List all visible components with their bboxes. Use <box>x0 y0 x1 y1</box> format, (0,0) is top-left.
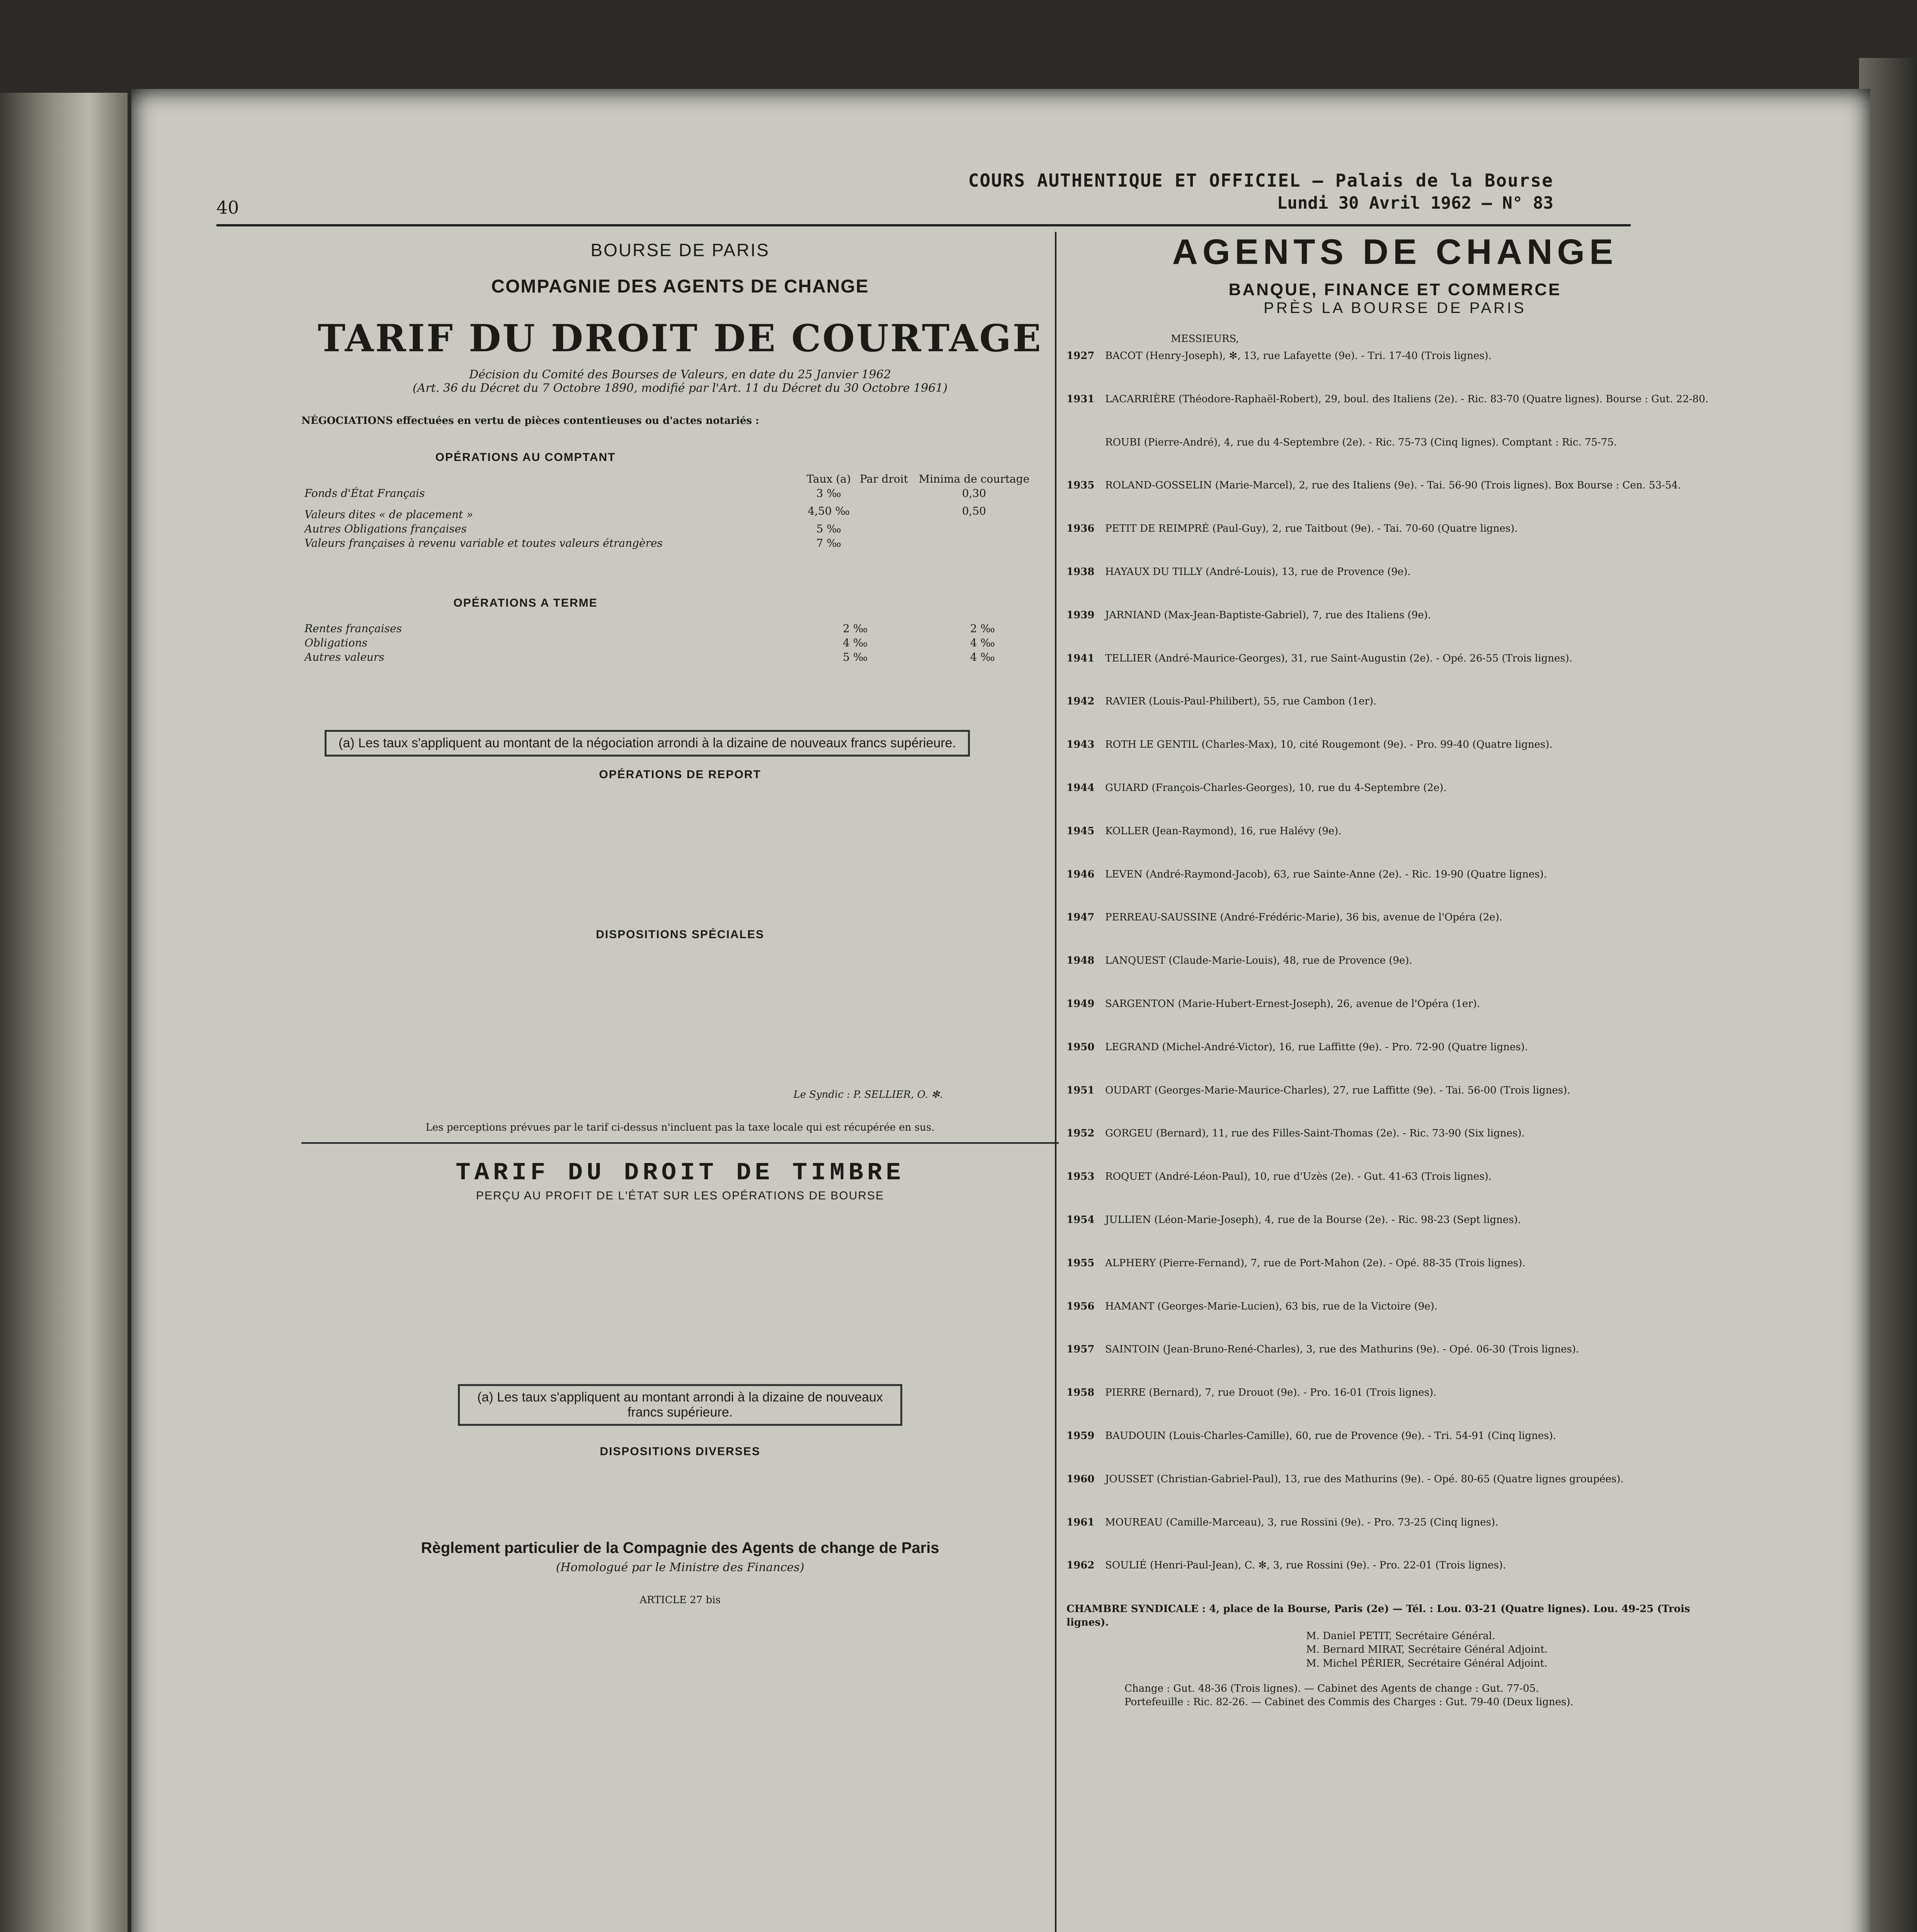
speciales-title: DISPOSITIONS SPÉCIALES <box>596 928 764 941</box>
entry-text: ROTH LE GENTIL (Charles-Max), 10, cité Rougemont (9e). - Pro. 99-40 (Quatre lignes). <box>1105 739 1553 751</box>
list-item <box>1067 911 1723 924</box>
entry-text: LEGRAND (Michel-André-Victor), 16, rue Laffitte (9e). - Pro. 72-90 (Quatre lignes). <box>1105 1041 1528 1053</box>
entry-year: 1947 <box>1067 912 1095 923</box>
timbre-rule <box>301 1142 1059 1144</box>
list-item <box>1067 1127 1723 1140</box>
entry-text: LANQUEST (Claude-Marie-Louis), 48, rue de Provence (9e). <box>1105 955 1412 967</box>
list-item <box>1067 1516 1723 1529</box>
entry-text: OUDART (Georges-Marie-Maurice-Charles), 27, rue Laffitte (9e). - Tai. 56-00 (Trois lignes). <box>1105 1084 1570 1096</box>
speciales-body <box>301 941 1059 1088</box>
entry-year: 1935 <box>1067 480 1095 492</box>
entry-year: 1960 <box>1067 1473 1095 1485</box>
list-item <box>1067 695 1723 708</box>
entry-year: 1950 <box>1067 1041 1095 1053</box>
note-a2-box: (a) Les taux s'appliquent au montant arrondi à la dizaine de nouveaux francs supérieure. <box>458 1384 902 1426</box>
entry-year: 1959 <box>1067 1430 1095 1442</box>
entry-text: SOULIÉ (Henri-Paul-Jean), C. ✻, 3, rue Rossini (9e). - Pro. 22-01 (Trois lignes). <box>1105 1560 1506 1571</box>
list-item <box>1067 1473 1723 1486</box>
entry-year: 1954 <box>1067 1214 1095 1226</box>
report-body <box>301 781 1059 928</box>
list-item <box>1067 350 1723 363</box>
entry-text: RAVIER (Louis-Paul-Philibert), 55, rue Cambon (1er). <box>1105 696 1377 707</box>
list-item <box>1067 1170 1723 1184</box>
syndic-line: Le Syndic : P. SELLIER, O. ✻. <box>793 1089 943 1101</box>
list-item <box>1067 868 1723 881</box>
entry-year: 1927 <box>1067 350 1095 362</box>
table-row: Autres Obligations françaises 5 ‰ <box>304 522 841 536</box>
entry-year: 1942 <box>1067 696 1095 707</box>
entry-year: 1936 <box>1067 523 1095 535</box>
col-minima: Minima de courtage <box>919 473 1030 486</box>
entry-year: 1951 <box>1067 1084 1095 1096</box>
perceptions-note: Les perceptions prévues par le tarif ci-dessus n'incluent pas la taxe locale qui est récupérée en sus. <box>425 1122 935 1134</box>
entry-text: GUIARD (François-Charles-Georges), 10, rue du 4-Septembre (2e). <box>1105 782 1447 794</box>
list-item <box>1067 393 1723 406</box>
table-row: Rentes françaises 2 ‰ 2 ‰ <box>304 622 995 635</box>
list-item <box>1067 1214 1723 1227</box>
entry-text: PETIT DE REIMPRÉ (Paul-Guy), 2, rue Taitbout (9e). - Tai. 70-60 (Quatre lignes). <box>1105 523 1518 535</box>
list-item <box>1067 1386 1723 1400</box>
entry-text: JULLIEN (Léon-Marie-Joseph), 4, rue de la Bourse (2e). - Ric. 98-23 (Sept lignes). <box>1105 1214 1521 1226</box>
entry-text: PERREAU-SAUSSINE (André-Frédéric-Marie), 36 bis, avenue de l'Opéra (2e). <box>1105 912 1503 923</box>
entry-text: HAYAUX DU TILLY (André-Louis), 13, rue de Provence (9e). <box>1105 566 1411 578</box>
entry-text: LEVEN (André-Raymond-Jacob), 63, rue Sainte-Anne (2e). - Ric. 19-90 (Quatre lignes). <box>1105 868 1547 880</box>
note-a-box: (a) Les taux s'appliquent au montant de la négociation arrondi à la dizaine de nouveaux francs supérieure. <box>325 730 970 757</box>
list-item <box>1067 738 1723 752</box>
entry-text: JARNIAND (Max-Jean-Baptiste-Gabriel), 7, rue des Italiens (9e). <box>1105 609 1431 621</box>
decision-line: Décision du Comité des Bourses de Valeurs, en date du 25 Janvier 1962 <box>469 368 891 381</box>
book-edge-left <box>0 93 128 1932</box>
page-number: 40 <box>216 197 239 218</box>
change-line: Change : Gut. 48-36 (Trois lignes). — Cabinet des Agents de change : Gut. 77-05. <box>1124 1682 1539 1694</box>
reglement-title: Règlement particulier de la Compagnie des Agents de change de Paris <box>421 1539 939 1557</box>
entry-year: 1944 <box>1067 782 1095 794</box>
agents-list <box>1067 350 1723 1572</box>
list-item <box>1067 825 1723 838</box>
officer-2: M. Bernard MIRAT, Secrétaire Général Adjoint. <box>1306 1644 1548 1656</box>
diverses-title: DISPOSITIONS DIVERSES <box>600 1445 760 1458</box>
entry-year: 1958 <box>1067 1387 1095 1399</box>
page-header <box>216 170 1801 224</box>
table-row: Autres valeurs 5 ‰ 4 ‰ <box>304 651 995 664</box>
agents-subtitle-1: BANQUE, FINANCE ET COMMERCE <box>1228 280 1561 299</box>
messieurs-label: MESSIEURS, <box>1171 333 1239 345</box>
entry-year: 1956 <box>1067 1300 1095 1312</box>
list-item <box>1067 609 1723 622</box>
entry-year: 1938 <box>1067 566 1095 578</box>
list-item <box>1067 1559 1723 1572</box>
timbre-subtitle: PERÇU AU PROFIT DE L'ÉTAT SUR LES OPÉRATIONS DE BOURSE <box>476 1189 885 1202</box>
entry-year: 1945 <box>1067 825 1095 837</box>
agents-title: AGENTS DE CHANGE <box>1172 232 1618 272</box>
right-column <box>1067 232 1723 1709</box>
list-item <box>1067 1084 1723 1097</box>
terme-table <box>301 621 1036 664</box>
negociations-line: NÉGOCIATIONS effectuées en vertu de pièces contentieuses ou d'actes notariés : <box>301 415 759 427</box>
list-item <box>1067 1343 1723 1356</box>
entry-text: JOUSSET (Christian-Gabriel-Paul), 13, rue des Mathurins (9e). - Opé. 80-65 (Quatre lignes groupées). <box>1105 1473 1624 1485</box>
entry-text: KOLLER (Jean-Raymond), 16, rue Halévy (9e). <box>1105 825 1342 837</box>
entry-year: 1957 <box>1067 1344 1095 1355</box>
table-row: Obligations 4 ‰ 4 ‰ <box>304 636 995 650</box>
entry-text: BAUDOUIN (Louis-Charles-Camille), 60, rue de Provence (9e). - Tri. 54-91 (Cinq lignes). <box>1105 1430 1556 1442</box>
publication-title: COURS AUTHENTIQUE ET OFFICIEL — Palais de la Bourse <box>968 170 1553 191</box>
entry-year: 1952 <box>1067 1128 1095 1139</box>
header-rule <box>216 224 1631 226</box>
timbre-title: TARIF DU DROIT DE TIMBRE <box>456 1159 905 1187</box>
entry-text: MOUREAU (Camille-Marceau), 3, rue Rossini (9e). - Pro. 73-25 (Cinq lignes). <box>1105 1516 1499 1528</box>
comptant-table <box>301 472 1036 550</box>
entry-text: SARGENTON (Marie-Hubert-Ernest-Joseph), 26, avenue de l'Opéra (1er). <box>1105 998 1480 1010</box>
list-item <box>1067 954 1723 968</box>
list-item <box>1067 566 1723 579</box>
entry-text: ROQUET (André-Léon-Paul), 10, rue d'Uzès (2e). - Gut. 41-63 (Trois lignes). <box>1105 1171 1492 1183</box>
courtage-title: TARIF DU DROIT DE COURTAGE <box>318 316 1043 360</box>
terme-title: OPÉRATIONS A TERME <box>453 597 598 610</box>
entry-year: 1962 <box>1067 1560 1095 1571</box>
entry-text: ROLAND-GOSSELIN (Marie-Marcel), 2, rue des Italiens (9e). - Tai. 56-90 (Trois lignes). Box Bourse : Cen. 53-54. <box>1105 480 1681 492</box>
list-item <box>1067 782 1723 795</box>
comptant-title: OPÉRATIONS AU COMPTANT <box>435 451 616 464</box>
table-row: Valeurs françaises à revenu variable et toutes valeurs étrangères 7 ‰ <box>304 537 841 550</box>
entry-year: 1948 <box>1067 955 1095 967</box>
entry-text: SAINTOIN (Jean-Bruno-René-Charles), 3, rue des Mathurins (9e). - Opé. 06-30 (Trois lignes). <box>1105 1344 1579 1355</box>
entry-text: LACARRIÈRE (Théodore-Raphaël-Robert), 29, boul. des Italiens (2e). - Ric. 83-70 (Quatre lignes). Bourse : Gut. 22-80. <box>1105 393 1709 405</box>
entry-text: ALPHERY (Pierre-Fernand), 7, rue de Port-Mahon (2e). - Opé. 88-35 (Trois lignes). <box>1105 1257 1526 1269</box>
entry-year: 1961 <box>1067 1516 1095 1528</box>
entry-text: GORGEU (Bernard), 11, rue des Filles-Saint-Thomas (2e). - Ric. 73-90 (Six lignes). <box>1105 1128 1525 1139</box>
left-column <box>301 240 1059 1607</box>
entry-text: BACOT (Henry-Joseph), ✻, 13, rue Lafayette (9e). - Tri. 17-40 (Trois lignes). <box>1105 350 1492 362</box>
entry-year: 1943 <box>1067 739 1095 751</box>
entry-year: 1939 <box>1067 609 1095 621</box>
entry-year: 1955 <box>1067 1257 1095 1269</box>
entry-year: 1941 <box>1067 652 1095 664</box>
table-row: Fonds d'État Français 3 ‰ 0,30 <box>304 487 986 500</box>
entry-year: 1931 <box>1067 393 1095 405</box>
list-item <box>1067 522 1723 536</box>
portefeuille-line: Portefeuille : Ric. 82-26. — Cabinet des Commis des Charges : Gut. 79-40 (Deux lignes). <box>1124 1696 1573 1708</box>
report-title: OPÉRATIONS DE REPORT <box>599 768 761 781</box>
list-item <box>1067 652 1723 665</box>
list-item <box>1067 1041 1723 1054</box>
col-taux: Taux (a) <box>806 473 851 486</box>
list-item <box>1067 1430 1723 1443</box>
chambre-line: CHAMBRE SYNDICALE : 4, place de la Bourse, Paris (2e) — Tél. : Lou. 03-21 (Quatre lignes). Lou. 49-25 (Trois lignes). <box>1067 1603 1690 1629</box>
entry-text: TELLIER (André-Maurice-Georges), 31, rue Saint-Augustin (2e). - Opé. 26-55 (Trois lignes). <box>1105 652 1573 664</box>
entry-text: PIERRE (Bernard), 7, rue Drouot (9e). - Pro. 16-01 (Trois lignes). <box>1105 1387 1437 1399</box>
table-row: Valeurs dites « de placement » 4,50 ‰ 0,50 <box>304 505 986 521</box>
officer-1: M. Daniel PETIT, Secrétaire Général. <box>1306 1630 1495 1642</box>
list-item <box>1067 436 1723 449</box>
bourse-heading: BOURSE DE PARIS <box>590 240 770 260</box>
agents-subtitle-2: PRÈS LA BOURSE DE PARIS <box>1264 299 1526 316</box>
article-label: ARTICLE 27 bis <box>640 1594 721 1606</box>
compagnie-heading: COMPAGNIE DES AGENTS DE CHANGE <box>491 276 869 297</box>
reglement-subtitle: (Homologué par le Ministre des Finances) <box>556 1561 805 1575</box>
entry-year: 1953 <box>1067 1171 1095 1183</box>
diverses-body <box>301 1458 1059 1539</box>
entry-year: 1946 <box>1067 868 1095 880</box>
list-item <box>1067 479 1723 492</box>
entry-text: ROUBI (Pierre-André), 4, rue du 4-Septembre (2e). - Ric. 75-73 (Cinq lignes). Comptant : Ric. 75-75. <box>1105 436 1617 448</box>
list-item <box>1067 1300 1723 1313</box>
decree-line: (Art. 36 du Décret du 7 Octobre 1890, modifié par l'Art. 11 du Décret du 30 Octobre 1961) <box>412 381 948 395</box>
issue-date: Lundi 30 Avril 1962 — N° 83 <box>1277 193 1553 213</box>
entry-year: 1949 <box>1067 998 1095 1010</box>
list-item <box>1067 998 1723 1011</box>
col-par-droit: Par droit <box>859 473 908 486</box>
officer-3: M. Michel PÉRIER, Secrétaire Général Adjoint. <box>1306 1657 1548 1669</box>
entry-text: HAMANT (Georges-Marie-Lucien), 63 bis, rue de la Victoire (9e). <box>1105 1300 1438 1312</box>
timbre-body <box>301 1202 1059 1384</box>
list-item <box>1067 1257 1723 1270</box>
